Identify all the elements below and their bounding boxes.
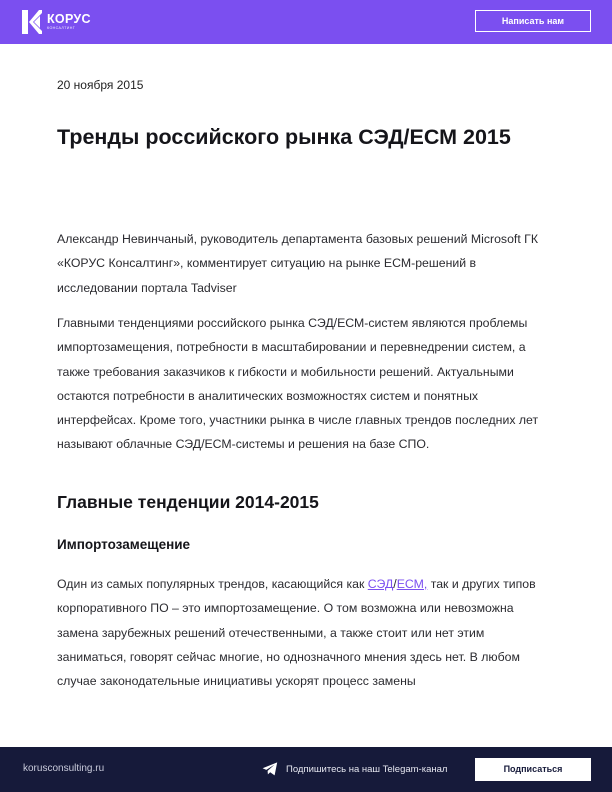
telegram-subscribe-text[interactable]: Подпишитесь на наш Telegam-канал <box>286 764 448 775</box>
site-link[interactable]: korusconsulting.ru <box>23 763 105 774</box>
link-separator: / <box>393 577 397 591</box>
write-us-button[interactable]: Написать нам <box>475 10 591 32</box>
logo-text <box>47 13 91 31</box>
logo-subtitle: КОНСАЛТИНГ <box>47 26 76 30</box>
korus-logo[interactable] <box>22 10 91 34</box>
article-intro: Александр Невинчаный, руководитель департамента базовых решений Microsoft ГК «КОРУС Консалтинг», комментирует ситуацию на рынке ЕСМ-решений в исследовании портала Tadviser <box>57 232 538 295</box>
body-text-end: так и других типов корпоративного ПО – это импортозамещение. О том возможна или невозможна замена зарубежных решений отечественными, а также стоит или нет этим заниматься, говорят сейчас многие, но однозначного мнения здесь нет. В любом случае законодательные инициативы ускорят процесс замены <box>57 577 536 689</box>
top-bar <box>0 0 612 44</box>
article-paragraph: Главными тенденциями российского рынка СЭД/ЕСМ-систем являются проблемы импортозамещения, потребности в масштабировании и перевнедрении систем, а также требования заказчиков к гибкости и мобильности решений. Актуальными остаются потребности в аналитических возможностях систем и понятных интерфейсах. Кроме того, участники рынка в числе главных трендов последних лет называют облачные СЭД/ЕСМ-системы и решения на базе СПО. <box>57 316 539 452</box>
article-body <box>57 572 557 693</box>
korus-logo-icon <box>22 10 42 34</box>
bottom-bar <box>0 747 612 792</box>
section-heading: Главные тенденции 2014-2015 <box>57 492 319 512</box>
sed-link[interactable]: СЭД <box>367 577 394 591</box>
article-title: Тренды российского рынка СЭД/ЕСМ 2015 <box>57 125 511 149</box>
subsection-heading: Импортозамещение <box>57 537 191 552</box>
body-text-start: Один из самых популярных трендов, касающийся как <box>57 577 368 591</box>
ecm-link[interactable]: ЕСМ, <box>396 577 428 591</box>
telegram-icon[interactable] <box>262 762 278 776</box>
subscribe-button[interactable]: Подписаться <box>475 758 591 781</box>
logo-name: КОРУС <box>47 12 91 26</box>
article-date: 20 ноября 2015 <box>57 78 144 92</box>
